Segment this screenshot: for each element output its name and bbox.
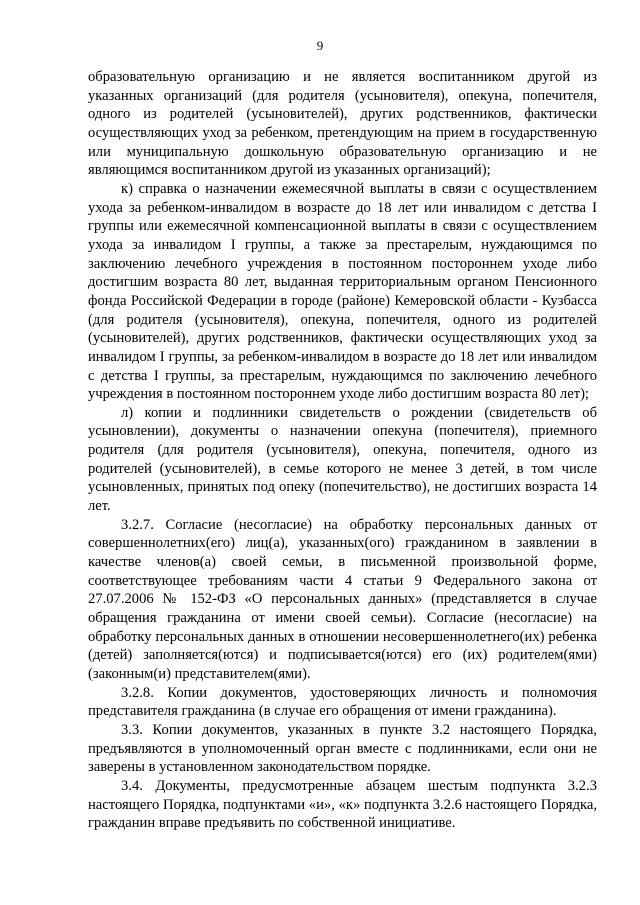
paragraph-item-l: л) копии и подлинники свидетельств о рождении (свидетельств об усыновлении), документы о назначении опекуна (попечителя), приемного родителя (для родителя (усыновителя), опекуна, попечителя, одного из родителей (усыновителей), в семье которого не менее 3 детей, в том числе усыновленных, принятых под опеку (попечительство), не достигших возраста 14 лет. — [88, 404, 597, 515]
paragraph-continuation: образовательную организацию и не является воспитанником другой из указанных организаций (для родителя (усыновителя), опекуна, попечителя, одного из родителей (усыновителей), других родственников, фактически осуществляющих уход за ребенком, претендующим на прием в государственную или муниципальную дошкольную образовательную организацию и не являющимся воспитанником другой из указанных организаций); — [88, 69, 597, 179]
paragraph-item-k: к) справка о назначении ежемесячной выплаты в связи с осуществлением ухода за ребенком-инвалидом в возрасте до 18 лет или инвалидом с детства I группы или ежемесячной компенсационной выплаты в связи с осуществлением ухода за инвалидом I группы, а также за престарелым, нуждающимся по заключению лечебного учреждения в постоянном постороннем уходе либо достигшим возраста 80 лет, выданная территориальным органом Пенсионного фонда Российской Федерации в городе (районе) Кемеровской области - Кузбасса (для родителя (усыновителя), опекуна, попечителя, одного из родителей (усыновителей), других родственников, фактически осуществляющих уход за инвалидом I группы, за ребенком-инвалидом в возрасте до 18 лет или инвалидом с детства I группы, за престарелым, нуждающимся по заключению лечебного учреждения в постоянном постороннем уходе либо достигшим возраста 80 лет); — [88, 180, 597, 403]
paragraph-3-4: 3.4. Документы, предусмотренные абзацем шестым подпункта 3.2.3 настоящего Порядка, подпунктами «и», «к» подпункта 3.2.6 настоящего Порядка, гражданин вправе предъявить по собственной инициативе. — [88, 777, 597, 832]
paragraph-3-2-7: 3.2.7. Согласие (несогласие) на обработку персональных данных от совершеннолетних(его) лиц(а), указанных(ого) гражданином в заявлении в качестве членов(а) своей семьи, в письменной произвольной форме, соответствующее требованиям части 4 статьи 9 Федерального закона от 27.07.2006 № 152-ФЗ «О персональных данных» (представляется в случае обращения гражданина от имени своей семьи). Согласие (несогласие) на обработку персональных данных в отношении несовершеннолетнего(их) ребенка (детей) заполняется(ются) и подписывается(ются) его (их) родителем(ями) (законным(и) представителем(ями). — [88, 516, 597, 682]
paragraph-3-3: 3.3. Копии документов, указанных в пункте 3.2 настоящего Порядка, предъявляются в уполномоченный орган вместе с подлинниками, если они не заверены в установленном законодательством порядке. — [88, 721, 597, 776]
paragraph-3-2-8: 3.2.8. Копии документов, удостоверяющих личность и полномочия представителя гражданина (в случае его обращения от имени гражданина). — [88, 684, 597, 720]
document-body — [88, 68, 597, 833]
page-number: 9 — [316, 38, 324, 53]
